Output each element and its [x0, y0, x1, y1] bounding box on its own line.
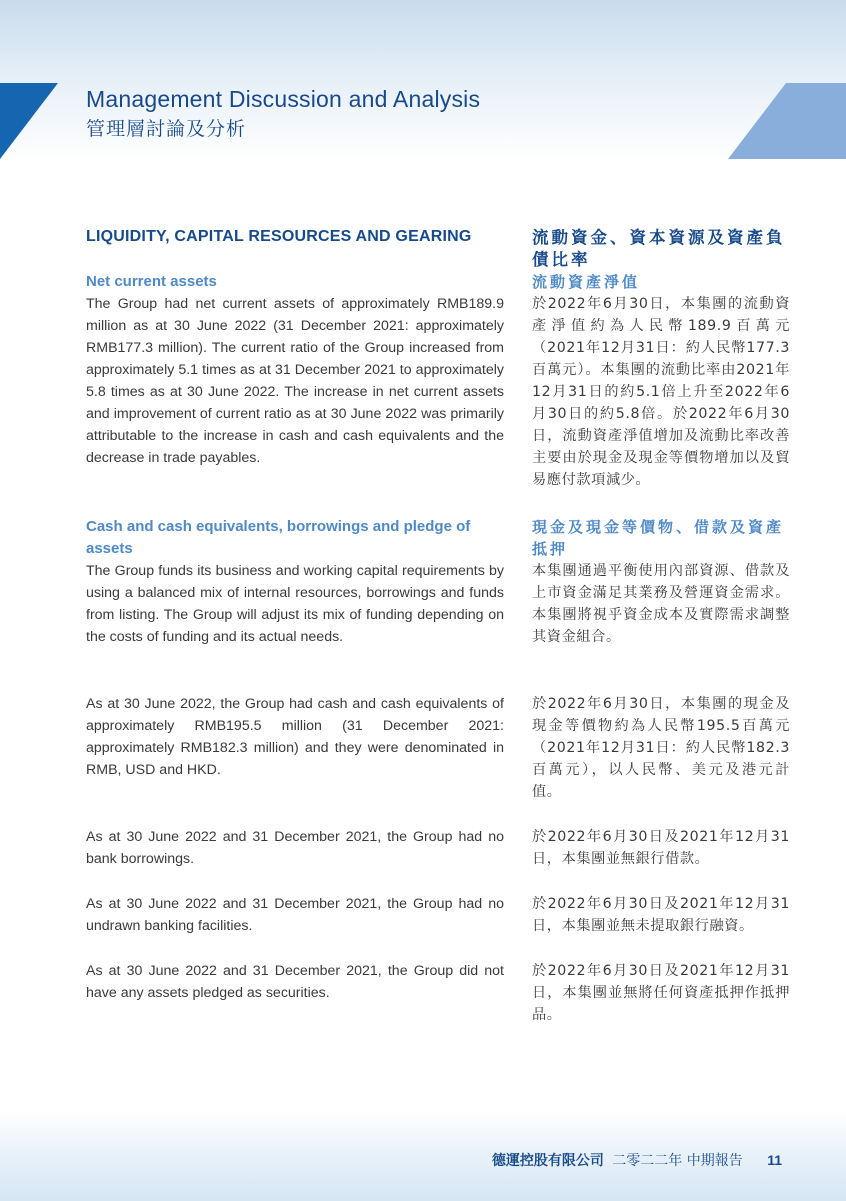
- funding-paragraph-en: The Group funds its business and working capital requirements by using a balanced mix of internal resources, borrowings and funds from listing. The Group will adjust its mix of funding depending on the costs of funding and its actual needs.: [86, 563, 504, 645]
- page-title-zh: 管理層討論及分析: [86, 118, 247, 140]
- section-title-zh: 流動資金、資本資源及資產負債比率: [532, 228, 786, 269]
- left-corner-triangle: [0, 83, 58, 159]
- cash-heading-en: Cash and cash equivalents, borrowings and pledge of assets: [86, 518, 471, 557]
- footer-report: 二零二二年 中期報告: [612, 1153, 743, 1169]
- facilities-paragraph-en: As at 30 June 2022 and 31 December 2021, the Group had no undrawn banking facilities.: [86, 896, 504, 934]
- right-corner-triangle: [728, 83, 846, 159]
- cash-paragraph-zh: 於2022年6月30日，本集團的現金及現金等價物約為人民幣195.5百萬元（2021年12月31日：約人民幣182.3百萬元），以人民幣、美元及港元計值。: [532, 696, 790, 800]
- footer-company: 德運控股有限公司: [491, 1153, 604, 1169]
- cash-heading-zh: 現金及現金等價物、借款及資產抵押: [532, 518, 785, 558]
- net-current-assets-body-zh: 於2022年6月30日，本集團的流動資產淨值約為人民幣189.9百萬元（2021年12月31日：約人民幣177.3百萬元）。本集團的流動比率由2021年12月31日的約5.1倍上升至2022年6月30日的約5.8倍。於2022年6月30日，流動資產淨值增加及流動比率改善主要由於現金及現金等價物增加以及貿易應付款項減少。: [532, 296, 790, 488]
- net-current-assets-body-en: The Group had net current assets of approximately RMB189.9 million as at 30 June 2022 (31 December 2021: approximately RMB177.3 million). The current ratio of the Group increased from approximately 5.1 times as at 31 December 2021 to approximately 5.8 times as at 30 June 2022. The increase in net current assets and improvement of current ratio as at 30 June 2022 was primarily attributable to the increase in cash and cash equivalents and the decrease in trade payables.: [86, 296, 504, 466]
- facilities-paragraph-zh: 於2022年6月30日及2021年12月31日，本集團並無未提取銀行融資。: [532, 896, 790, 934]
- page-number: 11: [767, 1152, 782, 1168]
- page-title-en: Management Discussion and Analysis: [86, 86, 481, 112]
- net-current-assets-heading-zh: 流動資產淨值: [532, 273, 641, 291]
- net-current-assets-heading-en: Net current assets: [86, 273, 217, 290]
- borrowings-paragraph-en: As at 30 June 2022 and 31 December 2021, the Group had no bank borrowings.: [86, 829, 504, 867]
- pledge-paragraph-en: As at 30 June 2022 and 31 December 2021, the Group did not have any assets pledged as securities.: [86, 963, 504, 1001]
- page-footer: [492, 1150, 782, 1170]
- pledge-paragraph-zh: 於2022年6月30日及2021年12月31日，本集團並無將任何資產抵押作抵押品。: [532, 963, 790, 1023]
- funding-paragraph-zh: 本集團通過平衡使用內部資源、借款及上市資金滿足其業務及營運資金需求。本集團將視乎資金成本及實際需求調整其資金組合。: [532, 563, 790, 645]
- cash-paragraph-en: As at 30 June 2022, the Group had cash and cash equivalents of approximately RMB195.5 million (31 December 2021: approximately RMB182.3 million) and they were denominated in RMB, USD and HKD.: [86, 696, 504, 778]
- borrowings-paragraph-zh: 於2022年6月30日及2021年12月31日，本集團並無銀行借款。: [532, 829, 790, 867]
- section-title-en: LIQUIDITY, CAPITAL RESOURCES AND GEARING: [86, 228, 472, 245]
